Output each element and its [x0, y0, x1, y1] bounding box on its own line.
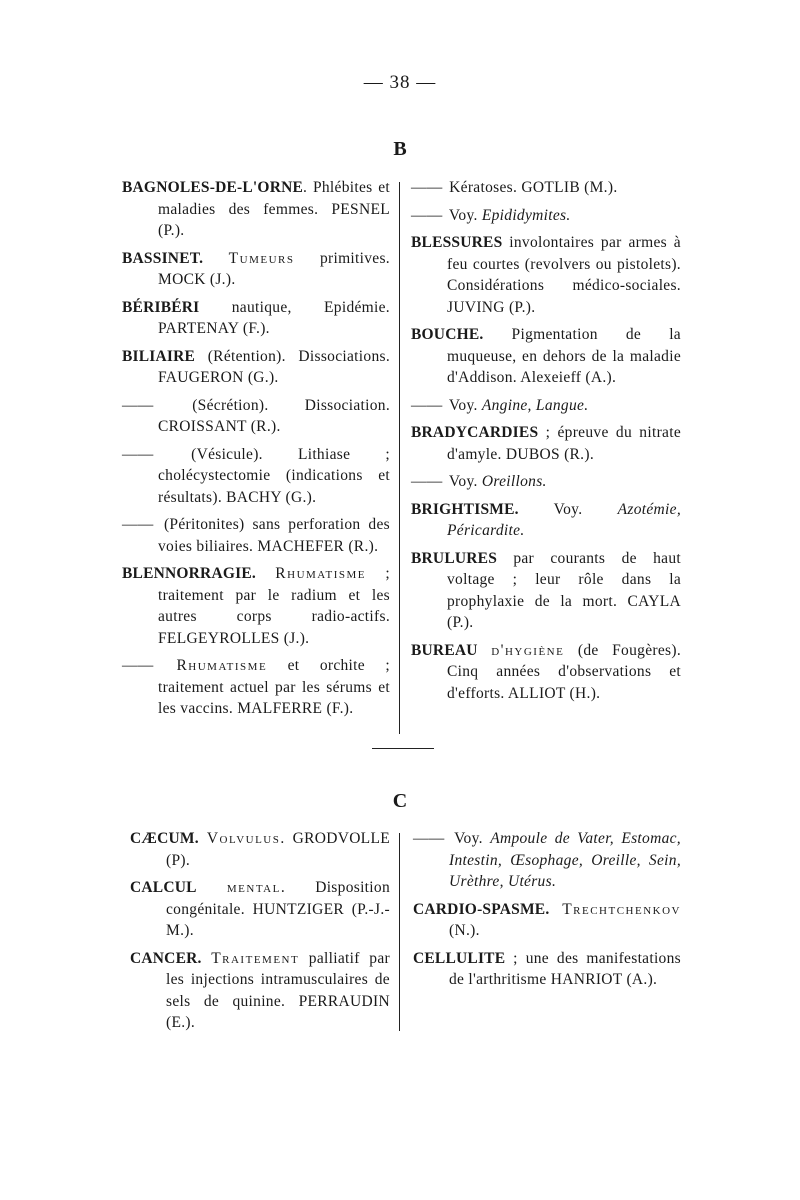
- entry-headword: BRIGHTISME.: [411, 500, 519, 518]
- section-divider: [372, 748, 434, 749]
- entry-text: involontaires par armes à feu courtes (revolvers ou pistolets). Considérations médico-sociales. JUVING (P.).: [447, 234, 681, 316]
- entry-subheading: Trechtchenkov: [562, 900, 681, 918]
- index-entry: [411, 177, 681, 199]
- entry-subheading: Traitement: [211, 949, 300, 967]
- entry-headword: BASSINET.: [122, 249, 204, 267]
- entry-subheading: d'hygiène: [491, 641, 565, 659]
- entry-text: Voy.: [445, 473, 482, 490]
- ditto-dash: ——: [122, 445, 154, 463]
- index-entry: [411, 640, 681, 705]
- entry-text: Voy.: [518, 500, 618, 518]
- index-entry: [122, 248, 390, 291]
- entry-crossref: Epididymites.: [481, 206, 571, 224]
- entry-text: nautique, Epidémie. PARTENAY (F.).: [158, 298, 390, 337]
- index-entry: [130, 828, 390, 871]
- entry-subheading: Tumeurs: [228, 249, 295, 267]
- entry-subheading: Rhumatisme: [176, 657, 268, 674]
- entry-subheading: Rhumatisme: [275, 565, 367, 582]
- column-c-left: [130, 828, 390, 1040]
- ditto-dash: ——: [122, 396, 154, 414]
- index-entry: [411, 205, 681, 227]
- entry-text: ; traitement par le radium et les autres corps radio-actifs. FELGEYROLLES (J.).: [158, 565, 390, 647]
- entry-headword: BILIAIRE: [122, 347, 196, 365]
- index-entry: [130, 877, 390, 942]
- entry-crossref: Ampoule de Vater, Estomac, Intestin, Œsophage, Oreille, Sein, Urèthre, Utérus.: [449, 830, 681, 890]
- index-entry: [130, 948, 390, 1034]
- entry-headword: BUREAU: [411, 641, 478, 659]
- entry-text: par courants de haut voltage ; leur rôle dans la prophylaxie de la mort. CAYLA (P.).: [447, 549, 681, 631]
- entry-headword: CÆCUM.: [130, 830, 199, 847]
- entry-text: ; une des manifestations de l'arthritisme HANRIOT (A.).: [449, 949, 681, 988]
- column-b-right: [411, 177, 681, 710]
- index-entry: [411, 232, 681, 318]
- entry-headword: BRULURES: [411, 549, 498, 567]
- entry-text: . Phlébites et maladies des femmes. PESNEL (P.).: [158, 179, 390, 239]
- column-b-left: [122, 177, 390, 726]
- index-entry: [413, 948, 681, 991]
- index-entry: [411, 499, 681, 542]
- entry-text: Voy.: [445, 206, 482, 224]
- entry-crossref: Angine, Langue.: [481, 396, 589, 414]
- ditto-dash: ——: [413, 830, 445, 847]
- ditto-dash: ——: [411, 206, 443, 224]
- entry-headword: BOUCHE.: [411, 326, 484, 343]
- entry-text: (de Fougères). Cinq années d'observations et d'efforts. ALLIOT (H.).: [447, 641, 681, 702]
- ditto-dash: ——: [122, 516, 154, 533]
- entry-subheading: Volvulus: [206, 830, 281, 847]
- index-entry: [122, 177, 390, 242]
- entry-headword: CELLULITE: [413, 949, 506, 967]
- entry-crossref: Azotémie, Péricardite.: [447, 500, 681, 539]
- index-entry: [411, 548, 681, 634]
- index-entry: [122, 444, 390, 509]
- entry-subheading: mental: [226, 879, 281, 896]
- entry-text: (Vésicule). Lithiase ; cholécystectomie (indications et résultats). BACHY (G.).: [156, 445, 390, 506]
- column-rule-c: [399, 833, 400, 1031]
- entry-text: (Sécrétion). Dissociation. CROISSANT (R.).: [156, 396, 390, 435]
- index-entry: [122, 655, 390, 720]
- entry-headword: BRADYCARDIES: [411, 424, 539, 441]
- entry-text: ; épreuve du nitrate d'amyle. DUBOS (R.).: [447, 424, 681, 463]
- entry-headword: CANCER.: [130, 949, 202, 967]
- column-c-right: [413, 828, 681, 997]
- entry-text: primitives. MOCK (J.).: [158, 249, 390, 288]
- entry-headword: BLENNORRAGIE.: [122, 565, 256, 582]
- entry-headword: CARDIO-SPASME.: [413, 900, 550, 918]
- entry-text: . Disposition congénitale. HUNTZIGER (P.-J.-M.).: [166, 879, 390, 939]
- entry-text: Voy.: [445, 396, 482, 414]
- entry-text: . GRODVOLLE (P).: [166, 830, 390, 869]
- index-entry: [122, 514, 390, 557]
- section-letter-c: C: [392, 790, 408, 812]
- index-entry: [413, 828, 681, 893]
- page-number: — 38 —: [363, 72, 437, 93]
- entry-headword: BÉRIBÉRI: [122, 298, 200, 316]
- entry-headword: CALCUL: [130, 879, 197, 896]
- index-entry: [411, 471, 681, 493]
- column-rule-b: [399, 182, 400, 734]
- entry-text: et orchite ; traitement actuel par les sérums et les vaccins. MALFERRE (F.).: [158, 657, 390, 717]
- entry-headword: BAGNOLES-DE-L'ORNE: [122, 179, 304, 196]
- section-letter-b: B: [393, 138, 407, 160]
- ditto-dash: ——: [122, 657, 154, 674]
- entry-text: Pigmentation de la muqueuse, en dehors de la maladie d'Addison. Alexeieff (A.).: [447, 326, 681, 386]
- entry-text: palliatif par les injections intramusculaires de sels de quinine. PERRAUDIN (E.).: [166, 949, 390, 1031]
- index-entry: [411, 324, 681, 389]
- index-entry: [122, 346, 390, 389]
- ditto-dash: ——: [411, 396, 443, 414]
- index-entry: [411, 395, 681, 417]
- entry-text: (Rétention). Dissociations. FAUGERON (G.).: [158, 347, 390, 386]
- index-entry: [122, 563, 390, 649]
- index-entry: [122, 395, 390, 438]
- ditto-dash: ——: [411, 473, 443, 490]
- entry-crossref: Oreillons.: [481, 473, 547, 490]
- entry-headword: BLESSURES: [411, 234, 503, 251]
- entry-text: (N.).: [449, 922, 480, 939]
- index-entry: [411, 422, 681, 465]
- ditto-dash: ——: [411, 179, 443, 196]
- entry-text: (Péritonites) sans perforation des voies biliaires. MACHEFER (R.).: [156, 516, 390, 555]
- index-entry: [122, 297, 390, 340]
- entry-text: Kératoses. GOTLIB (M.).: [445, 179, 618, 196]
- entry-text: Voy.: [447, 830, 491, 847]
- index-entry: [413, 899, 681, 942]
